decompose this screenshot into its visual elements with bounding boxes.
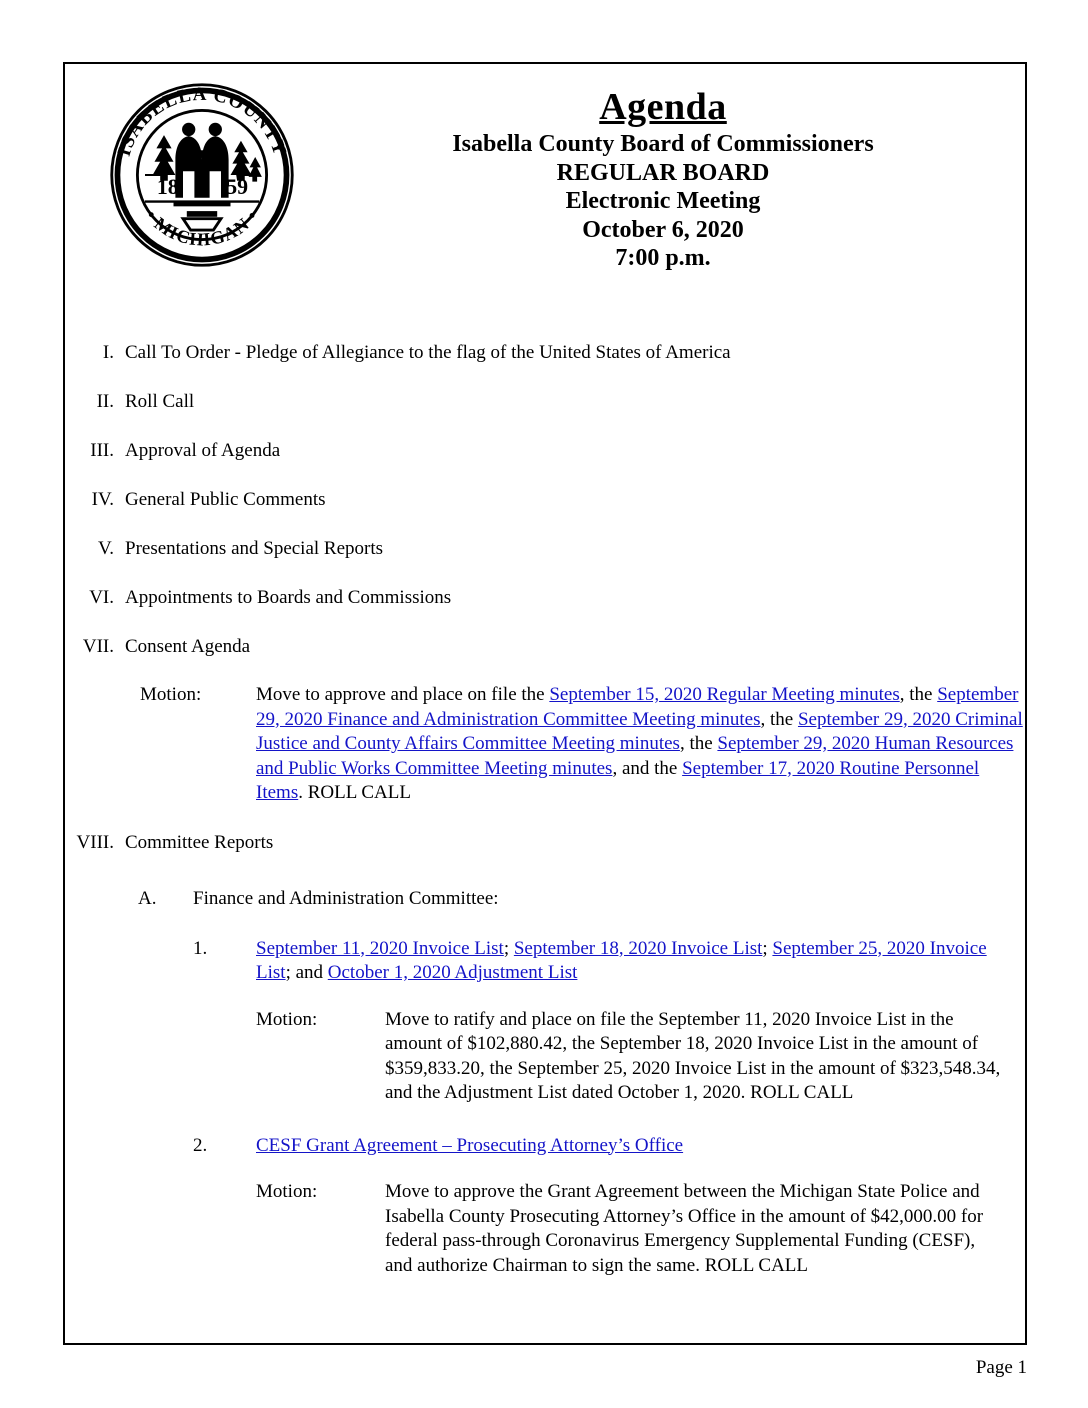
sub-item-links [256,1134,1011,1159]
agenda-item-label: Committee Reports [125,831,274,853]
agenda-item-number: V. [97,538,114,559]
motion-text-part: , the [899,684,938,705]
link-human-resources-minutes[interactable]: September 29, 2020 Human Resources and Public Works Committee Meeting minutes [256,733,1014,779]
agenda-item-5 [63,536,1027,566]
svg-text:• MICHIGAN •: • MICHIGAN • [141,205,263,250]
link-routine-personnel-items[interactable]: September 17, 2020 Routine Personnel Items [256,757,980,803]
motion-label: Motion: [256,1181,318,1202]
agenda-item-number: I. [102,342,114,363]
motion-label: Motion: [256,1008,318,1030]
agenda-item-label: Call To Order - Pledge of Allegiance to the flag of the United States of America [125,342,731,363]
document-header [63,62,1027,277]
agenda-item-number: IV. [91,489,114,510]
agenda-item-number: VII. [82,636,114,657]
committee-section-a [63,886,1027,911]
sub-item-1-motion [63,1008,1027,1106]
svg-text:59: 59 [226,175,249,199]
consent-agenda-motion [63,683,1027,806]
agenda-item-2 [63,389,1027,419]
motion-text: Move to ratify and place on file the September 11, 2020 Invoice List in the amount of $102,880.42, the September 18, 2020 Invoice List in the amount of $359,833.20, the September 25, 2020 Invoice List in the amount of $323,548.34, and the Adjustment List dated October 1, 2020. ROLL CALL [385,1008,1001,1103]
sub-item-1 [63,937,1027,986]
agenda-item-number: VIII. [76,831,114,853]
motion-text-part: , the [679,733,718,754]
link-separator: ; [762,937,773,959]
header-board-type: REGULAR BOARD [556,159,770,186]
agenda-item-label: Consent Agenda [125,636,251,657]
link-finance-admin-minutes[interactable]: September 29, 2020 Finance and Administration Committee Meeting minutes [256,684,1019,730]
link-regular-meeting-minutes[interactable]: September 15, 2020 Regular Meeting minutes [549,684,900,705]
agenda-item-label: Approval of Agenda [125,440,281,461]
svg-text:ISABELLA COUNTY: ISABELLA COUNTY [113,83,291,159]
link-criminal-justice-minutes[interactable]: September 29, 2020 Criminal Justice and County Affairs Committee Meeting minutes [256,708,1023,754]
sub-item-2 [63,1134,1027,1159]
agenda-item-3 [63,438,1027,468]
motion-text: Move to approve the Grant Agreement between the Michigan State Police and Isabella County Prosecuting Attorney’s Office in the amount of $42,000.00 for federal pass-through Coronavirus Emergency Supplemental Funding (CESF), and authorize Chairman to sign the same. ROLL CALL [385,1181,984,1276]
link-invoice-list-sep-18[interactable]: September 18, 2020 Invoice List [513,937,763,959]
motion-text [256,683,1027,806]
link-separator: ; and [285,962,328,983]
agenda-item-label: Appointments to Boards and Commissions [125,587,452,608]
link-invoice-list-sep-11[interactable]: September 11, 2020 Invoice List [256,937,504,959]
header-organization: Isabella County Board of Commissioners [452,131,874,157]
header-title-block [313,84,1013,273]
sub-item-number: 2. [193,1134,208,1156]
page-title: Agenda [599,86,727,128]
agenda-item-label: Roll Call [125,391,195,412]
svg-text:18: 18 [156,175,179,199]
link-separator: ; [503,937,514,959]
header-date: October 6, 2020 [582,216,744,243]
header-time: 7:00 p.m. [615,245,711,271]
county-seal-icon [107,80,297,270]
agenda-item-7 [63,634,1027,664]
agenda-item-1 [63,340,1027,370]
link-invoice-list-sep-25[interactable]: September 25, 2020 Invoice List [256,937,987,983]
agenda-item-label: General Public Comments [125,489,326,510]
agenda-item-number: VI. [89,587,114,608]
motion-text-part: . ROLL CALL [298,782,411,803]
agenda-item-number: III. [90,440,114,461]
page-number: Page 1 [975,1357,1027,1378]
link-cesf-grant-agreement[interactable]: CESF Grant Agreement – Prosecuting Attorney’s Office [256,1134,684,1156]
header-meeting-type: Electronic Meeting [565,188,761,214]
sub-item-links [256,937,1011,986]
agenda-list [63,340,1027,1284]
agenda-item-4 [63,487,1027,517]
sub-item-2-motion [63,1180,1027,1278]
agenda-item-label: Presentations and Special Reports [125,538,384,559]
sub-item-number: 1. [193,937,208,959]
motion-text-part: , the [760,708,798,730]
committee-name: Finance and Administration Committee: [193,887,499,909]
motion-text-part: , and the [612,757,683,779]
committee-letter: A. [138,887,157,909]
page-footer [63,1357,1027,1379]
agenda-item-8 [63,830,1027,860]
motion-text-part: Move to approve and place on file the [256,684,550,705]
link-adjustment-list-oct-1[interactable]: October 1, 2020 Adjustment List [327,962,578,983]
agenda-item-6 [63,585,1027,615]
agenda-item-number: II. [96,391,114,412]
page-content [63,62,1027,1345]
motion-label: Motion: [140,684,202,705]
